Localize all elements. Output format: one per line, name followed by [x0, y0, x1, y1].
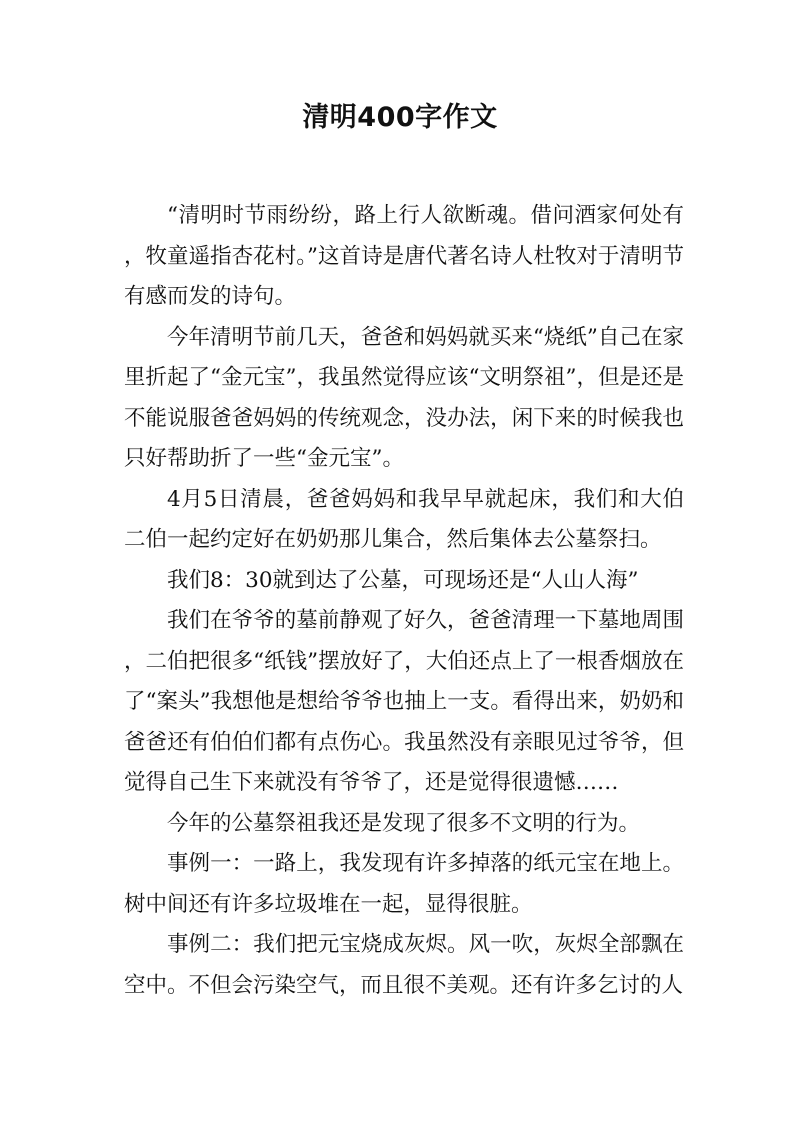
document-body: [124, 196, 684, 1006]
paragraph-5: 我们在爷爷的墓前静观了好久，爸爸清理一下墓地周围，二伯把很多“纸钱”摆放好了，大伯还点上了一根香烟放在了“案头”我想他是想给爷爷也抽上一支。看得出来，奶奶和爸爸还有伯伯们都有点伤心。我虽然没有亲眼见过爷爷，但觉得自己生下来就没有爷爷了，还是觉得很遗憾……: [124, 608, 684, 795]
paragraph-1: “清明时节雨纷纷，路上行人欲断魂。借问酒家何处有，牧童遥指杏花村。”这首诗是唐代著名诗人杜牧对于清明节有感而发的诗句。: [124, 203, 684, 309]
paragraph-4: 我们8：30就到达了公墓，可现场还是“人山人海”: [167, 567, 639, 593]
document-title: 清明400字作文: [302, 102, 498, 133]
paragraph-2: 今年清明节前几天，爸爸和妈妈就买来“烧纸”自己在家里折起了“金元宝”，我虽然觉得应该“文明祭祖”，但是还是不能说服爸爸妈妈的传统观念，没办法，闲下来的时候我也只好帮助折了一些“金元宝”。: [124, 324, 684, 471]
paragraph-6: 今年的公墓祭祖我还是发现了很多不文明的行为。: [167, 810, 641, 836]
paragraph-8: 事例二：我们把元宝烧成灰烬。风一吹，灰烬全部飘在空中。不但会污染空气，而且很不美观。还有许多乞讨的人: [124, 932, 684, 998]
paragraph-7: 事例一：一路上，我发现有许多掉落的纸元宝在地上。树中间还有许多垃圾堆在一起，显得很脏。: [124, 851, 684, 917]
paragraph-3: 4月5日清晨，爸爸妈妈和我早早就起床，我们和大伯二伯一起约定好在奶奶那儿集合，然后集体去公墓祭扫。: [124, 486, 684, 552]
